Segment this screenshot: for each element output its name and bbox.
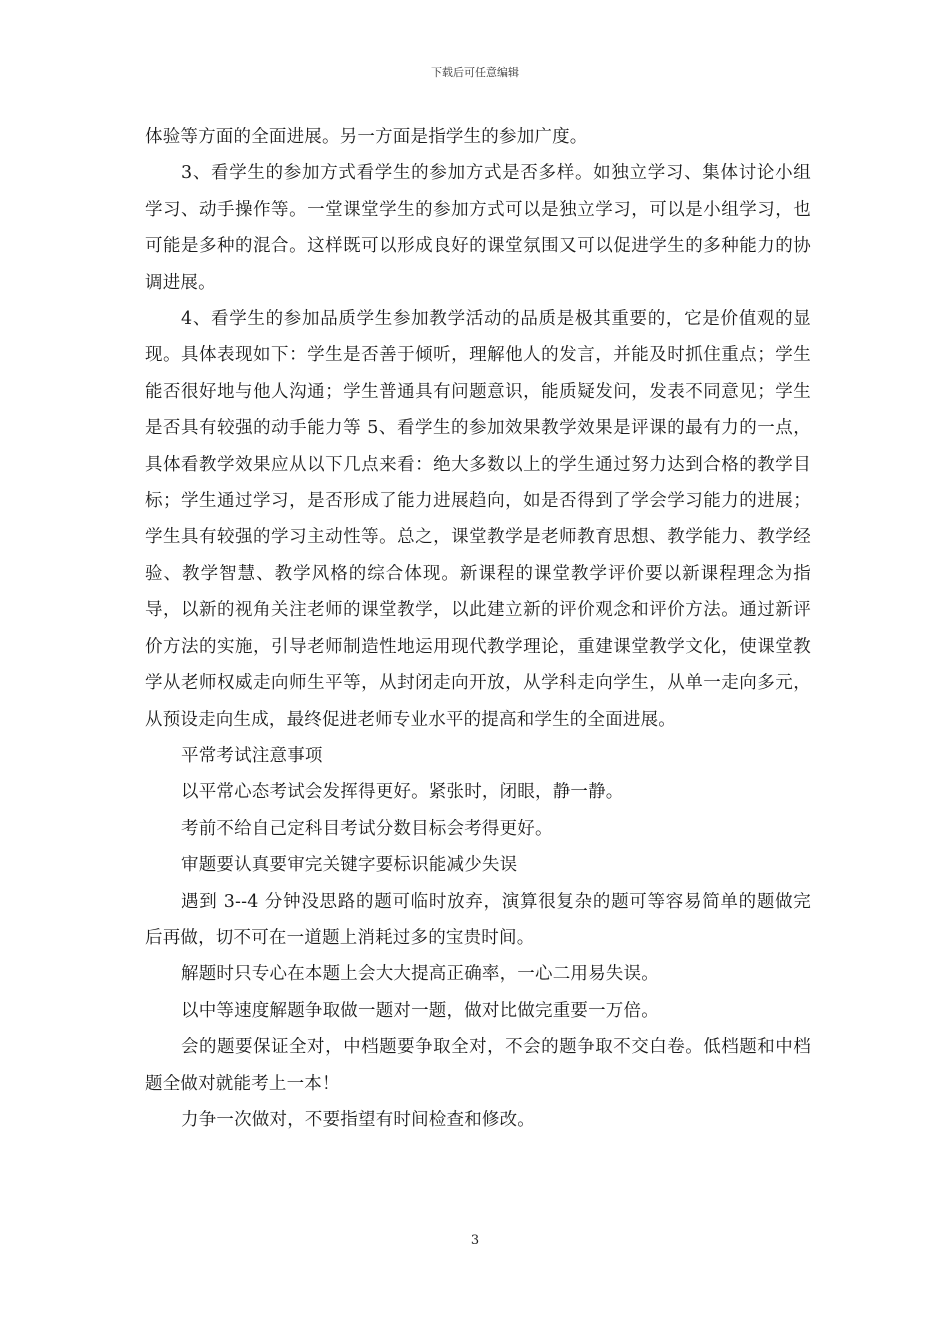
- paragraph-participation-quality: 4、看学生的参加品质学生参加教学活动的品质是极其重要的，它是价值观的显现。具体表现如下：学生是否善于倾听，理解他人的发言，并能及时抓住重点；学生能否很好地与他人沟通；学生普通具有问题意识，能质疑发问，发表不同意见；学生是否具有较强的动手能力等 5、看学生的参加效果教学效果是评课的最有力的一点，具体看教学效果应从以下几点来看：绝大多数以上的学生通过努力达到合格的教学目标；学生通过学习，是否形成了能力进展趋向，如是否得到了学会学习能力的进展；学生具有较强的学习主动性等。总之，课堂教学是老师教育思想、教学能力、教学经验、教学智慧、教学风格的综合体现。新课程的课堂教学评价要以新课程理念为指导，以新的视角关注老师的课堂教学，以此建立新的评价观念和评价方法。通过新评价方法的实施，引导老师制造性地运用现代教学理论，重建课堂教学文化，使课堂教学从老师权威走向师生平等，从封闭走向开放，从学科走向学生，从单一走向多元，从预设走向生成，最终促进老师专业水平的提高和学生的全面进展。: [145, 309, 811, 730]
- paragraph-continuation: 体验等方面的全面进展。另一方面是指学生的参加广度。: [145, 127, 588, 147]
- page-number: 3: [470, 1233, 480, 1248]
- exam-note-item: 考前不给自己定科目考试分数目标会考得更好。: [181, 818, 553, 839]
- exam-note-item: 以中等速度解题争取做一题对一题，做对比做完重要一万倍。: [181, 1000, 659, 1021]
- exam-note-item: 会的题要保证全对，中档题要争取全对，不会的题争取不交白卷。低档题和中档题全做对就能考上一本！: [145, 1037, 811, 1094]
- exam-note-item: 力争一次做对，不要指望有时间检查和修改。: [181, 1109, 535, 1130]
- exam-note-item: 解题时只专心在本题上会大大提高正确率，一心二用易失误。: [181, 964, 659, 985]
- exam-note-item: 审题要认真要审完关键字要标识能减少失误: [181, 855, 518, 876]
- exam-note-item: 以平常心态考试会发挥得更好。紧张时，闭眼，静一静。: [181, 782, 624, 803]
- section-heading-exam-notes: 平常考试注意事项: [181, 745, 323, 766]
- document-body: [145, 119, 811, 1138]
- exam-note-item: 遇到 3--4 分钟没思路的题可临时放弃，演算很复杂的题可等容易简单的题做完后再做，切不可在一道题上消耗过多的宝贵时间。: [145, 891, 811, 948]
- paragraph-participation-methods: 3、看学生的参加方式看学生的参加方式是否多样。如独立学习、集体讨论小组学习、动手操作等。一堂课堂学生的参加方式可以是独立学习，可以是小组学习，也可能是多种的混合。这样既可以形成良好的课堂氛围又可以促进学生的多种能力的协调进展。: [145, 163, 811, 293]
- page-header: 下载后可任意编辑: [431, 66, 519, 79]
